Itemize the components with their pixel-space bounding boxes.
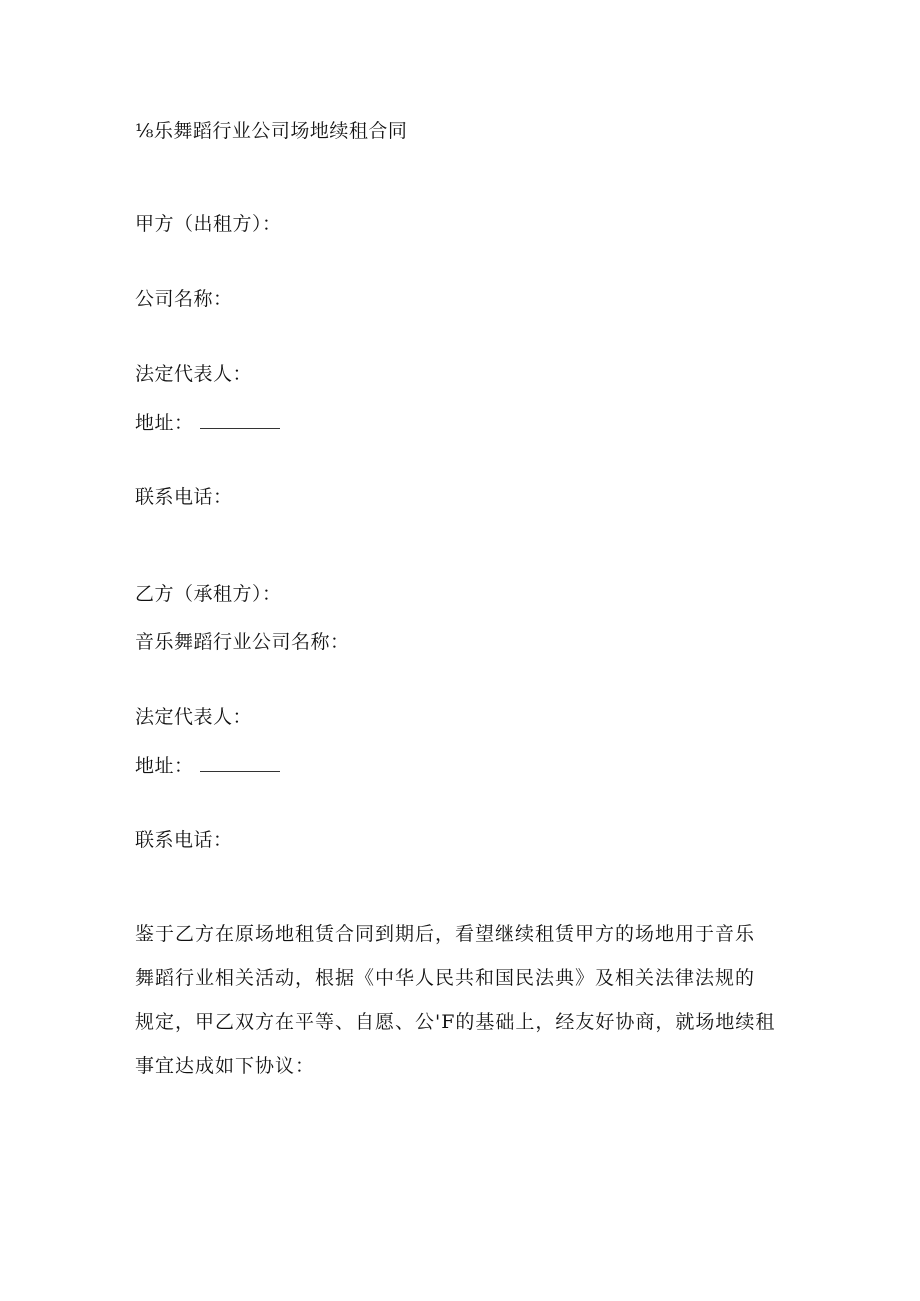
document-title: ⅛乐舞蹈行业公司场地续租合同 [135, 120, 408, 142]
preamble-line: 事宜达成如下协议： [135, 1055, 316, 1077]
preamble-line: 鉴于乙方在原场地租赁合同到期后，看望继续租赁甲方的场地用于音乐 [135, 923, 756, 945]
preamble-line: 舞蹈行业相关活动，根据《中华人民共和国民法典》及相关法律法规的 [135, 967, 756, 989]
party-b-phone-label: 联系电话： [135, 829, 233, 851]
party-b-company-label: 音乐舞蹈行业公司名称： [135, 631, 350, 653]
preamble-line: 规定，甲乙双方在平等、自愿、公'F的基础上，经友好协商，就场地续租 [135, 1011, 776, 1033]
party-a-heading: 甲方（出租方）： [135, 213, 282, 235]
party-a-representative-label: 法定代表人： [135, 363, 253, 385]
party-a-address-label: 地址： [135, 412, 194, 434]
preamble-paragraph [135, 912, 795, 1088]
party-a-address-blank [200, 412, 280, 429]
party-b-address-blank [200, 755, 280, 772]
party-b-heading: 乙方（承租方）： [135, 583, 282, 605]
party-b-representative-label: 法定代表人： [135, 706, 253, 728]
party-b-address-label: 地址： [135, 755, 194, 777]
party-a-company-label: 公司名称： [135, 288, 233, 310]
party-b-address-row [135, 754, 280, 778]
party-a-phone-label: 联系电话： [135, 486, 233, 508]
party-a-address-row [135, 411, 280, 435]
